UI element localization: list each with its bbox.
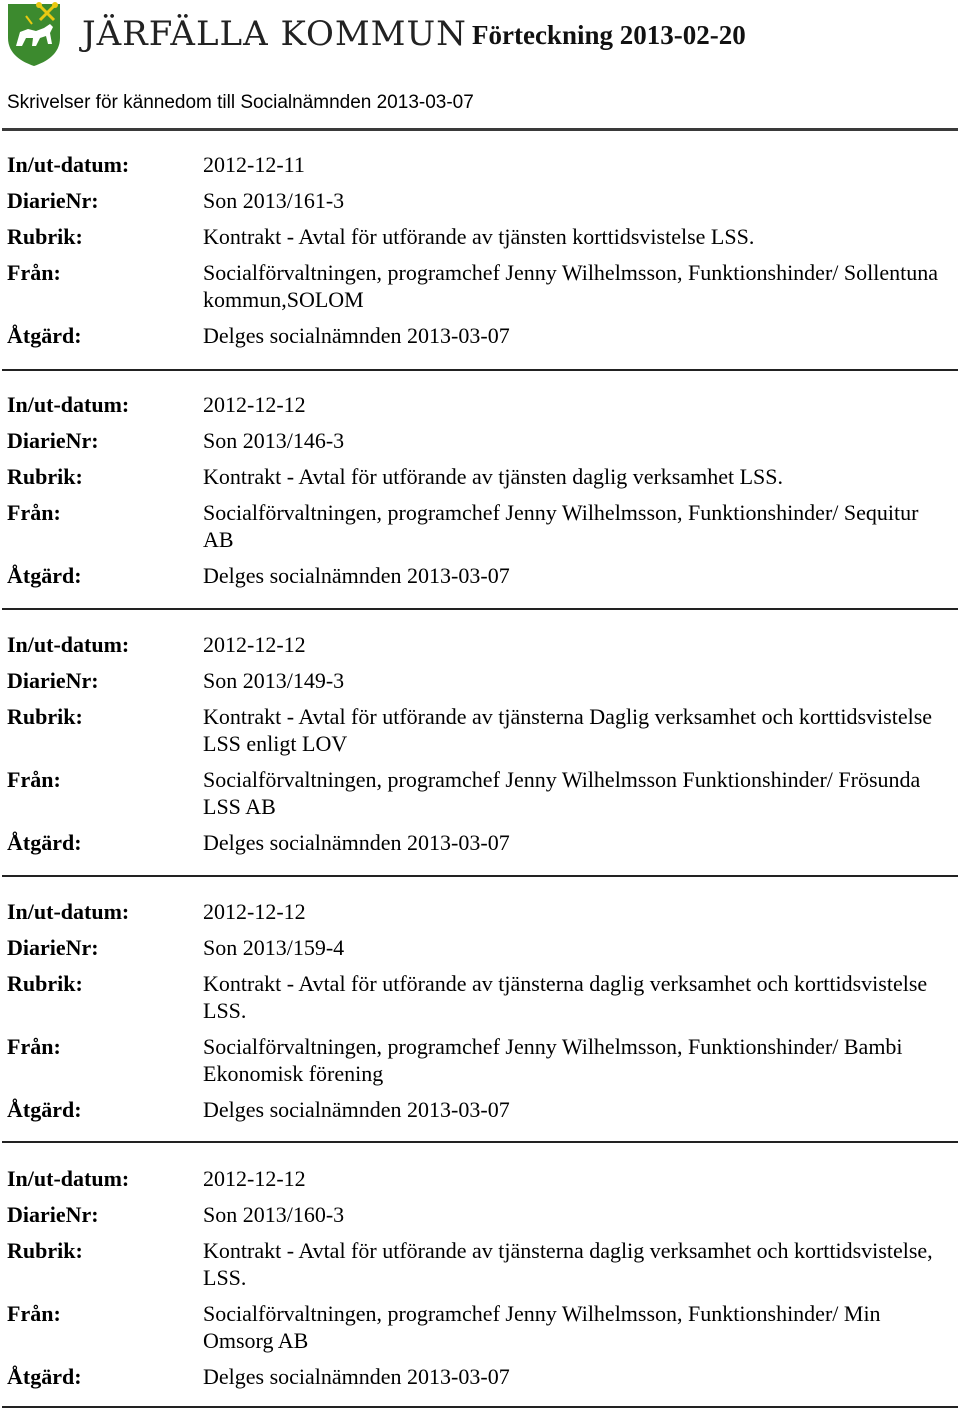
record-entry: [0, 151, 960, 358]
diarie-label: DiarieNr:: [7, 188, 99, 213]
atgard-label: Åtgärd:: [7, 563, 82, 588]
diarie-label: DiarieNr:: [7, 428, 99, 453]
rubrik-label: Rubrik:: [7, 971, 83, 996]
diarie-label: DiarieNr:: [7, 935, 99, 960]
divider: [2, 608, 958, 610]
rubrik-row: [0, 703, 960, 757]
date-label: In/ut-datum:: [7, 152, 130, 177]
divider: [2, 1406, 958, 1408]
atgard-row: [0, 562, 960, 589]
diarie-row: [0, 934, 960, 961]
document-subtitle: Skrivelser för kännedom till Socialnämnden 2013-03-07: [7, 92, 474, 113]
date-value: 2012-12-12: [203, 1166, 306, 1191]
rubrik-value: Kontrakt - Avtal för utförande av tjänsten daglig verksamhet LSS.: [203, 464, 784, 489]
rubrik-label: Rubrik:: [7, 1238, 83, 1263]
diarie-row: [0, 427, 960, 454]
record-entry: [0, 391, 960, 598]
atgard-value: Delges socialnämnden 2013-03-07: [203, 830, 510, 855]
divider: [2, 1141, 958, 1143]
atgard-value: Delges socialnämnden 2013-03-07: [203, 323, 510, 348]
atgard-label: Åtgärd:: [7, 323, 82, 348]
rubrik-value: Kontrakt - Avtal för utförande av tjänsten korttidsvistelse LSS.: [203, 224, 755, 249]
date-label: In/ut-datum:: [7, 899, 130, 924]
fran-value: Socialförvaltningen, programchef Jenny Wilhelmsson, Funktionshinder/ Min Omsorg AB: [203, 1301, 881, 1353]
date-label: In/ut-datum:: [7, 392, 130, 417]
diarie-label: DiarieNr:: [7, 1202, 99, 1227]
rubrik-label: Rubrik:: [7, 224, 83, 249]
fran-row: [0, 766, 960, 820]
document-title: Förteckning 2013-02-20: [472, 20, 746, 50]
fran-row: [0, 259, 960, 313]
divider: [2, 128, 958, 131]
diarie-value: Son 2013/146-3: [203, 428, 345, 453]
coat-of-arms-icon: [6, 2, 62, 68]
divider: [2, 875, 958, 877]
fran-label: Från:: [7, 1034, 61, 1059]
record-entry: [0, 1165, 960, 1399]
diarie-label: DiarieNr:: [7, 668, 99, 693]
date-value: 2012-12-12: [203, 392, 306, 417]
record-entry: [0, 898, 960, 1132]
municipality-logo: [6, 2, 62, 68]
atgard-label: Åtgärd:: [7, 1097, 82, 1122]
atgard-label: Åtgärd:: [7, 1364, 82, 1389]
rubrik-row: [0, 970, 960, 1024]
rubrik-row: [0, 463, 960, 490]
rubrik-value: Kontrakt - Avtal för utförande av tjänsterna daglig verksamhet och korttidsvistelse, LSS.: [203, 1238, 933, 1290]
atgard-label: Åtgärd:: [7, 830, 82, 855]
divider: [2, 369, 958, 371]
rubrik-row: [0, 223, 960, 250]
diarie-value: Son 2013/161-3: [203, 188, 345, 213]
rubrik-label: Rubrik:: [7, 704, 83, 729]
date-value: 2012-12-12: [203, 632, 306, 657]
rubrik-value: Kontrakt - Avtal för utförande av tjänsterna Daglig verksamhet och korttidsvistelse LSS enligt LOV: [203, 704, 933, 756]
fran-label: Från:: [7, 260, 61, 285]
date-label: In/ut-datum:: [7, 1166, 130, 1191]
date-value: 2012-12-12: [203, 899, 306, 924]
diarie-value: Son 2013/149-3: [203, 668, 345, 693]
date-row: [0, 391, 960, 418]
date-row: [0, 898, 960, 925]
date-label: In/ut-datum:: [7, 632, 130, 657]
rubrik-row: [0, 1237, 960, 1291]
fran-label: Från:: [7, 767, 61, 792]
atgard-value: Delges socialnämnden 2013-03-07: [203, 1364, 510, 1389]
page-header: [0, 0, 960, 80]
atgard-value: Delges socialnämnden 2013-03-07: [203, 563, 510, 588]
diarie-value: Son 2013/160-3: [203, 1202, 345, 1227]
fran-row: [0, 499, 960, 553]
fran-value: Socialförvaltningen, programchef Jenny Wilhelmsson, Funktionshinder/ Sequitur AB: [203, 500, 919, 552]
rubrik-label: Rubrik:: [7, 464, 83, 489]
date-row: [0, 631, 960, 658]
fran-value: Socialförvaltningen, programchef Jenny Wilhelmsson, Funktionshinder/ Sollentuna kommun,SOLOM: [203, 260, 938, 312]
rubrik-value: Kontrakt - Avtal för utförande av tjänsterna daglig verksamhet och korttidsvistelse LSS.: [203, 971, 928, 1023]
atgard-row: [0, 322, 960, 349]
fran-row: [0, 1300, 960, 1354]
date-row: [0, 1165, 960, 1192]
record-entry: [0, 631, 960, 865]
date-value: 2012-12-11: [203, 152, 305, 177]
fran-row: [0, 1033, 960, 1087]
fran-value: Socialförvaltningen, programchef Jenny Wilhelmsson, Funktionshinder/ Bambi Ekonomisk förening: [203, 1034, 903, 1086]
fran-label: Från:: [7, 1301, 61, 1326]
organization-name: JÄRFÄLLA KOMMUN: [82, 14, 467, 54]
atgard-row: [0, 1096, 960, 1123]
atgard-row: [0, 829, 960, 856]
atgard-value: Delges socialnämnden 2013-03-07: [203, 1097, 510, 1122]
diarie-value: Son 2013/159-4: [203, 935, 345, 960]
diarie-row: [0, 187, 960, 214]
fran-label: Från:: [7, 500, 61, 525]
diarie-row: [0, 1201, 960, 1228]
fran-value: Socialförvaltningen, programchef Jenny Wilhelmsson Funktionshinder/ Frösunda LSS AB: [203, 767, 921, 819]
diarie-row: [0, 667, 960, 694]
atgard-row: [0, 1363, 960, 1390]
date-row: [0, 151, 960, 178]
